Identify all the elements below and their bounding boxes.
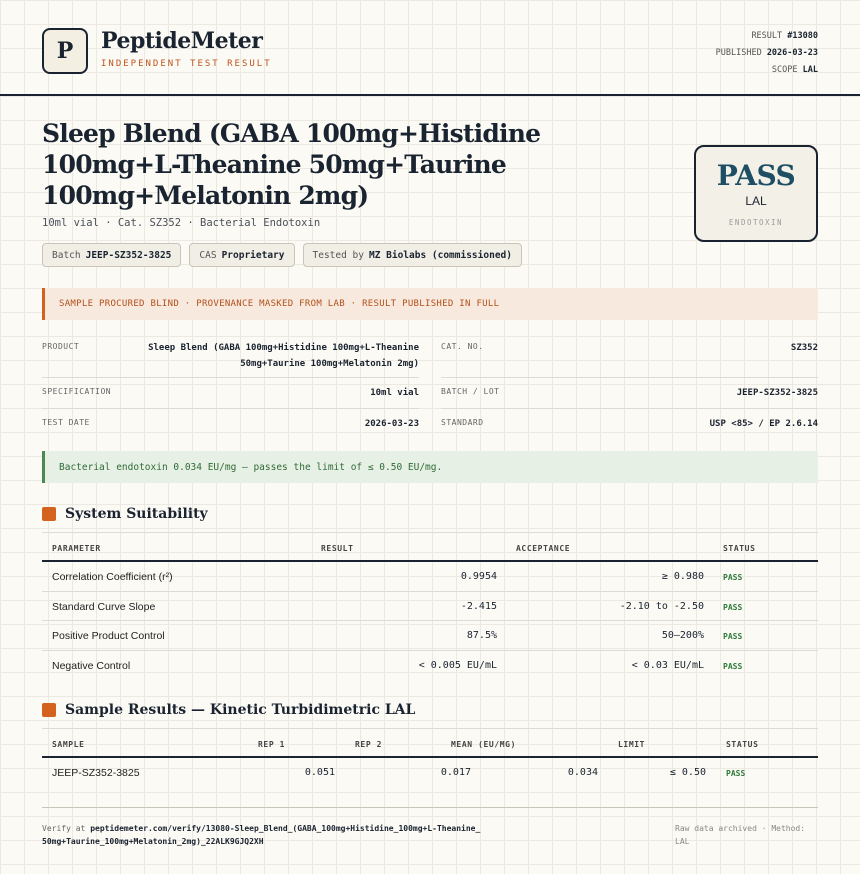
table-header (42, 728, 818, 758)
chip-label: Tested by (312, 249, 364, 261)
published-label: PUBLISHED (715, 48, 762, 58)
info-batch (441, 385, 818, 401)
suitability-table (42, 532, 818, 680)
col-acceptance: ACCEPTANCE (516, 544, 571, 553)
info-cat (441, 340, 818, 356)
info-label: CAT. NO. (441, 342, 484, 351)
param-cell: Positive Product Control (52, 630, 165, 642)
section-system-suitability (42, 506, 208, 522)
info-value: SZ352 (790, 343, 818, 353)
acceptance-cell: ≥ 0.980 (661, 571, 704, 582)
sample-cell: JEEP-SZ352-3825 (52, 767, 140, 779)
table-row (42, 621, 818, 651)
status-badge: PASS (726, 769, 746, 778)
chip-label: CAS (199, 249, 217, 261)
info-standard (441, 416, 818, 432)
result-cell: -2.415 (460, 600, 497, 612)
info-label: BATCH / LOT (441, 387, 500, 396)
chip-value: Proprietary (221, 249, 285, 261)
report-header (0, 0, 860, 96)
divider (441, 377, 818, 378)
table-row (42, 758, 818, 788)
param-cell: Standard Curve Slope (52, 600, 156, 613)
section-sample-results (42, 702, 415, 718)
divider (42, 408, 419, 409)
logo-letter: P (56, 38, 74, 64)
verify-link[interactable]: peptidemeter.com/verify/13080-Sleep_Blend_(GABA_100mg+Histidine_100mg+L-Theanine_50mg+Taurine_100mg+Melatonin_2mg)_22ALK9GJQ2XH (42, 824, 481, 846)
product-title: Sleep Blend (GABA 100mg+Histidine 100mg+L-Theanine 50mg+Taurine 100mg+Melatonin 2mg) (42, 119, 541, 210)
cas-chip (189, 243, 294, 267)
divider (441, 408, 818, 409)
section-marker-icon (42, 507, 56, 521)
info-label: STANDARD (441, 418, 484, 427)
result-cell: 87.5% (466, 630, 497, 641)
section-title: System Suitability (65, 506, 208, 522)
result-summary-note: Bacterial endotoxin 0.034 EU/mg — passes the limit of ≤ 0.50 EU/mg. (42, 451, 818, 483)
divider (42, 377, 419, 378)
col-limit: LIMIT (618, 740, 646, 749)
scope-label: SCOPE (771, 65, 798, 75)
status-badge: PASS (723, 632, 743, 641)
chip-label: Batch (52, 249, 81, 261)
brand-name: PeptideMeter (101, 28, 263, 54)
section-marker-icon (42, 703, 56, 717)
info-label: TEST DATE (42, 418, 90, 427)
col-rep1: REP 1 (258, 740, 286, 749)
verdict-scope: LAL (745, 194, 767, 208)
product-subtitle: 10ml vial · Cat. SZ352 · Bacterial Endotoxin (42, 217, 321, 229)
info-product (42, 340, 419, 376)
verify-note (42, 822, 482, 848)
published-date: 2026-03-23 (766, 48, 818, 58)
col-status: STATUS (723, 544, 756, 553)
info-value: USP <85> / EP 2.6.14 (709, 419, 818, 429)
chip-value: JEEP-SZ352-3825 (85, 249, 172, 261)
result-label: RESULT (751, 31, 783, 41)
col-parameter: PARAMETER (52, 544, 101, 553)
batch-chip (42, 243, 181, 267)
result-cell: 0.9954 (460, 571, 497, 582)
mean-cell: 0.034 (567, 767, 598, 778)
acceptance-cell: -2.10 to -2.50 (619, 600, 704, 612)
verdict-category: ENDOTOXIN (728, 218, 784, 227)
verdict-stamp (694, 145, 818, 242)
status-badge: PASS (723, 661, 743, 671)
acceptance-cell: 50–200% (661, 630, 704, 641)
verify-prefix: Verify at (42, 824, 86, 833)
info-label: SPECIFICATION (42, 387, 112, 396)
col-rep2: REP 2 (355, 740, 383, 749)
blind-procurement-banner: SAMPLE PROCURED BLIND · PROVENANCE MASKED FROM LAB · RESULT PUBLISHED IN FULL (42, 288, 818, 320)
table-row (42, 592, 818, 622)
info-spec (42, 385, 419, 401)
archive-note: Raw data archived · Method: LAL (675, 824, 806, 846)
verdict-word: PASS (716, 159, 796, 192)
status-badge: PASS (723, 573, 743, 582)
result-id: #13080 (787, 31, 818, 41)
brand-tagline: INDEPENDENT TEST RESULT (101, 59, 272, 69)
tested-by-chip (303, 243, 522, 267)
scope-value: LAL (802, 65, 818, 75)
limit-cell: ≤ 0.50 (669, 767, 706, 778)
param-cell: Negative Control (52, 659, 131, 672)
section-title: Sample Results — Kinetic Turbidimetric LAL (65, 702, 416, 718)
status-badge: PASS (723, 602, 743, 612)
table-row (42, 651, 818, 681)
info-label: PRODUCT (42, 342, 80, 351)
col-result: RESULT (321, 544, 354, 553)
table-header (42, 532, 818, 562)
report-meta (716, 28, 818, 79)
col-status: STATUS (726, 740, 759, 749)
col-mean: MEAN (EU/MG) (451, 740, 516, 749)
table-row (42, 562, 818, 592)
chip-value: MZ Biolabs (commissioned) (368, 249, 512, 261)
rep1-cell: 0.051 (304, 767, 335, 778)
acceptance-cell: < 0.03 EU/mL (631, 659, 704, 671)
info-date (42, 416, 419, 432)
result-cell: < 0.005 EU/mL (418, 659, 497, 671)
info-value: 10ml vial (370, 388, 419, 398)
footer-divider (42, 807, 818, 808)
rep2-cell: 0.017 (440, 767, 471, 778)
logo (42, 28, 88, 74)
param-cell: Correlation Coefficient (r²) (52, 571, 173, 583)
info-value: Sleep Blend (GABA 100mg+Histidine 100mg+L-Theanine 50mg+Taurine 100mg+Melatonin 2mg) (148, 343, 419, 369)
sample-results-table (42, 728, 818, 788)
chip-row (42, 243, 522, 267)
info-value: JEEP-SZ352-3825 (736, 388, 818, 398)
col-sample: SAMPLE (52, 740, 85, 749)
info-value: 2026-03-23 (364, 419, 419, 429)
